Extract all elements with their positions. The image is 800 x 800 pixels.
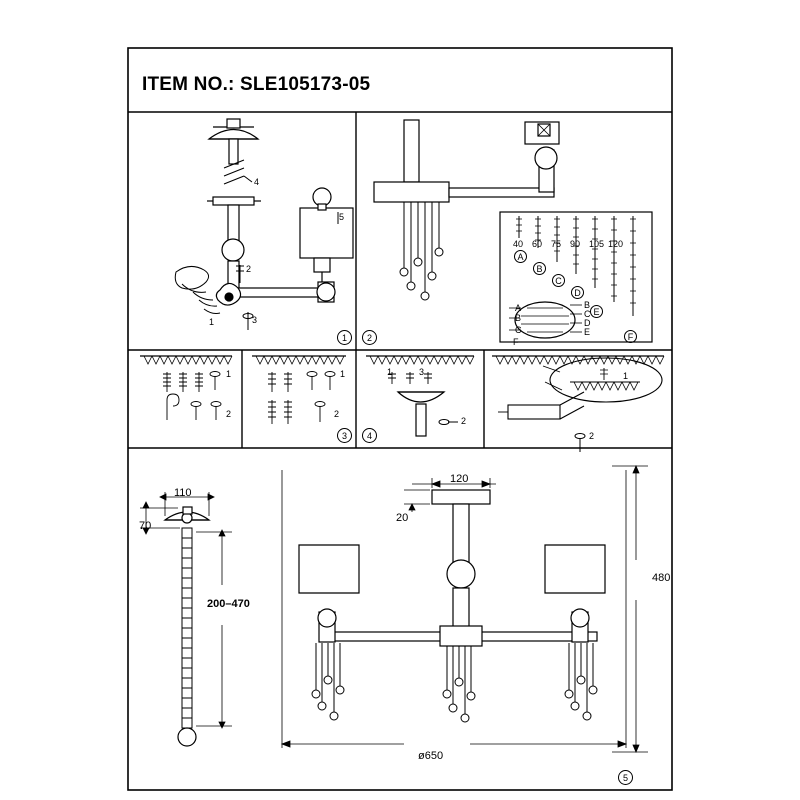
step-number-r3-1: 1 xyxy=(387,367,393,377)
step-number-p1-2: 2 xyxy=(246,264,252,274)
step-number-r2-1: 1 xyxy=(340,369,346,379)
chain-tag-d: D xyxy=(571,286,584,299)
disk-label-right-c: C xyxy=(584,309,591,319)
dimension-pendant-width: 110 xyxy=(174,487,192,499)
chain-tag-c: C xyxy=(552,274,565,287)
step-number-r4-1: 1 xyxy=(623,371,629,381)
disk-label-left-b: B xyxy=(515,313,522,323)
dimension-fixture-diameter: ø650 xyxy=(418,750,444,762)
chain-tag-b: B xyxy=(533,262,546,275)
chain-length-c: 75 xyxy=(551,239,562,249)
dimension-canopy-height: 20 xyxy=(396,512,409,524)
disk-label-left-c: C xyxy=(515,325,522,335)
step-number-p1-1: 1 xyxy=(209,317,215,327)
disk-label-right-b: B xyxy=(584,300,591,310)
disk-label-right-e: E xyxy=(584,327,591,337)
panel-badge-3: 3 xyxy=(337,428,352,443)
chain-length-f: 120 xyxy=(608,239,624,249)
step-number-r1-1: 1 xyxy=(226,369,232,379)
panel-badge-5: 5 xyxy=(618,770,633,785)
disk-label-right-d: D xyxy=(584,318,591,328)
page-title: ITEM NO.: SLE105173-05 xyxy=(142,74,371,95)
chain-length-a: 40 xyxy=(513,239,524,249)
panel-badge-4: 4 xyxy=(362,428,377,443)
dimension-fixture-height: 480 xyxy=(652,572,671,584)
step-number-p1-3: 3 xyxy=(252,315,258,325)
disk-label-left-a: A xyxy=(515,303,522,313)
dimension-pendant-top-height: 70 xyxy=(139,520,152,532)
panel-badge-1: 1 xyxy=(337,330,352,345)
chain-tag-e: E xyxy=(590,305,603,318)
step-number-r3-2: 2 xyxy=(461,416,467,426)
step-number-p1-5: 5 xyxy=(339,212,345,222)
disk-label-f: F xyxy=(513,337,519,347)
dimension-canopy-width: 120 xyxy=(450,473,469,485)
chain-tag-f: F xyxy=(624,330,637,343)
chain-length-d: 90 xyxy=(570,239,581,249)
panel-badge-2: 2 xyxy=(362,330,377,345)
dimension-chain-range: 200–470 xyxy=(207,598,250,610)
step-number-r2-2: 2 xyxy=(334,409,340,419)
chain-length-b: 60 xyxy=(532,239,543,249)
chain-length-e: 105 xyxy=(589,239,605,249)
chain-tag-a: A xyxy=(514,250,527,263)
step-number-r1-2: 2 xyxy=(226,409,232,419)
step-number-p1-4: 4 xyxy=(254,177,260,187)
step-number-r4-2: 2 xyxy=(589,431,595,441)
step-number-r3-3: 3 xyxy=(419,367,425,377)
